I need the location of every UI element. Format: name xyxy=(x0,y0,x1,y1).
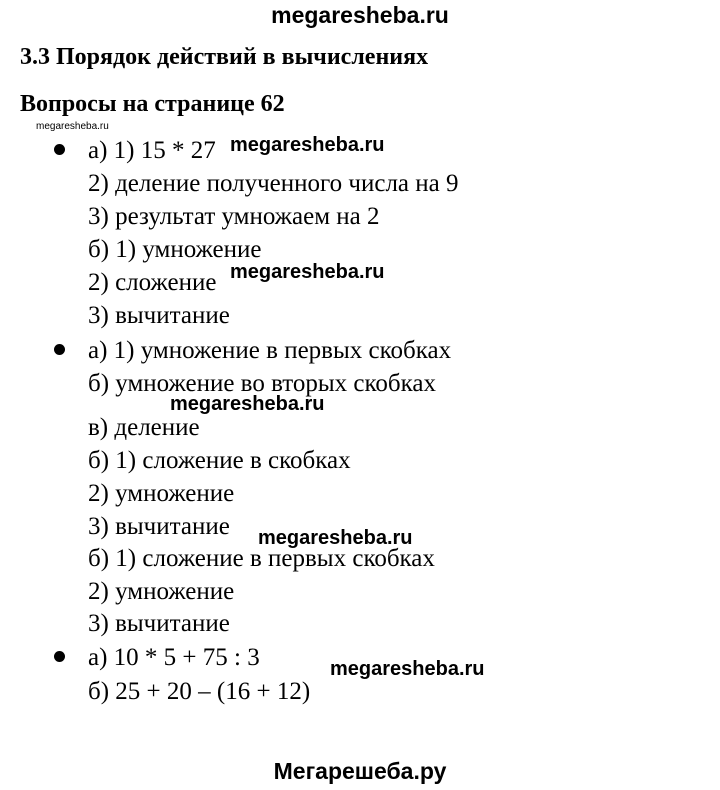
watermark-inline: megaresheba.ru xyxy=(170,393,325,415)
watermark-top: megaresheba.ru xyxy=(271,2,449,28)
watermark-inline: megaresheba.ru xyxy=(258,527,413,549)
answer-2-line-1: а) 1) умножение в первых скобках xyxy=(88,337,452,364)
answer-2-line-8: 2) умножение xyxy=(88,578,235,605)
answer-2-line-2: б) умножение во вторых скобках xyxy=(88,370,436,397)
answer-1-line-5: 2) сложение xyxy=(88,269,217,296)
watermark-inline: megaresheba.ru xyxy=(330,658,485,680)
answer-2-line-4: б) 1) сложение в скобках xyxy=(88,447,351,474)
answer-1-line-6: 3) вычитание xyxy=(88,302,230,329)
watermark-bottom: Мегарешеба.ру xyxy=(273,758,447,784)
watermark-inline: megaresheba.ru xyxy=(230,134,385,156)
answer-1-line-1: а) 1) 15 * 27 xyxy=(88,137,216,164)
answer-3-line-2: б) 25 + 20 – (16 + 12) xyxy=(88,678,311,705)
answer-3-line-1: а) 10 * 5 + 75 : 3 xyxy=(88,644,260,671)
bullet-icon xyxy=(54,344,65,355)
watermark-small: megaresheba.ru xyxy=(36,121,109,132)
answer-2-line-3: в) деление xyxy=(88,414,200,441)
answer-2-line-7: б) 1) сложение в первых скобках xyxy=(88,545,435,572)
answer-2-line-6: 3) вычитание xyxy=(88,513,230,540)
subsection-title: Вопросы на странице 62 xyxy=(20,91,285,117)
bullet-icon xyxy=(54,651,65,662)
answer-2-line-9: 3) вычитание xyxy=(88,610,230,637)
bullet-icon xyxy=(54,144,65,155)
answer-1-line-3: 3) результат умножаем на 2 xyxy=(88,203,380,230)
answer-1-line-2: 2) деление полученного числа на 9 xyxy=(88,170,459,197)
section-title: 3.3 Порядок действий в вычислениях xyxy=(20,44,429,70)
answer-2-line-5: 2) умножение xyxy=(88,480,235,507)
watermark-inline: megaresheba.ru xyxy=(230,261,385,283)
answer-1-line-4: б) 1) умножение xyxy=(88,236,262,263)
